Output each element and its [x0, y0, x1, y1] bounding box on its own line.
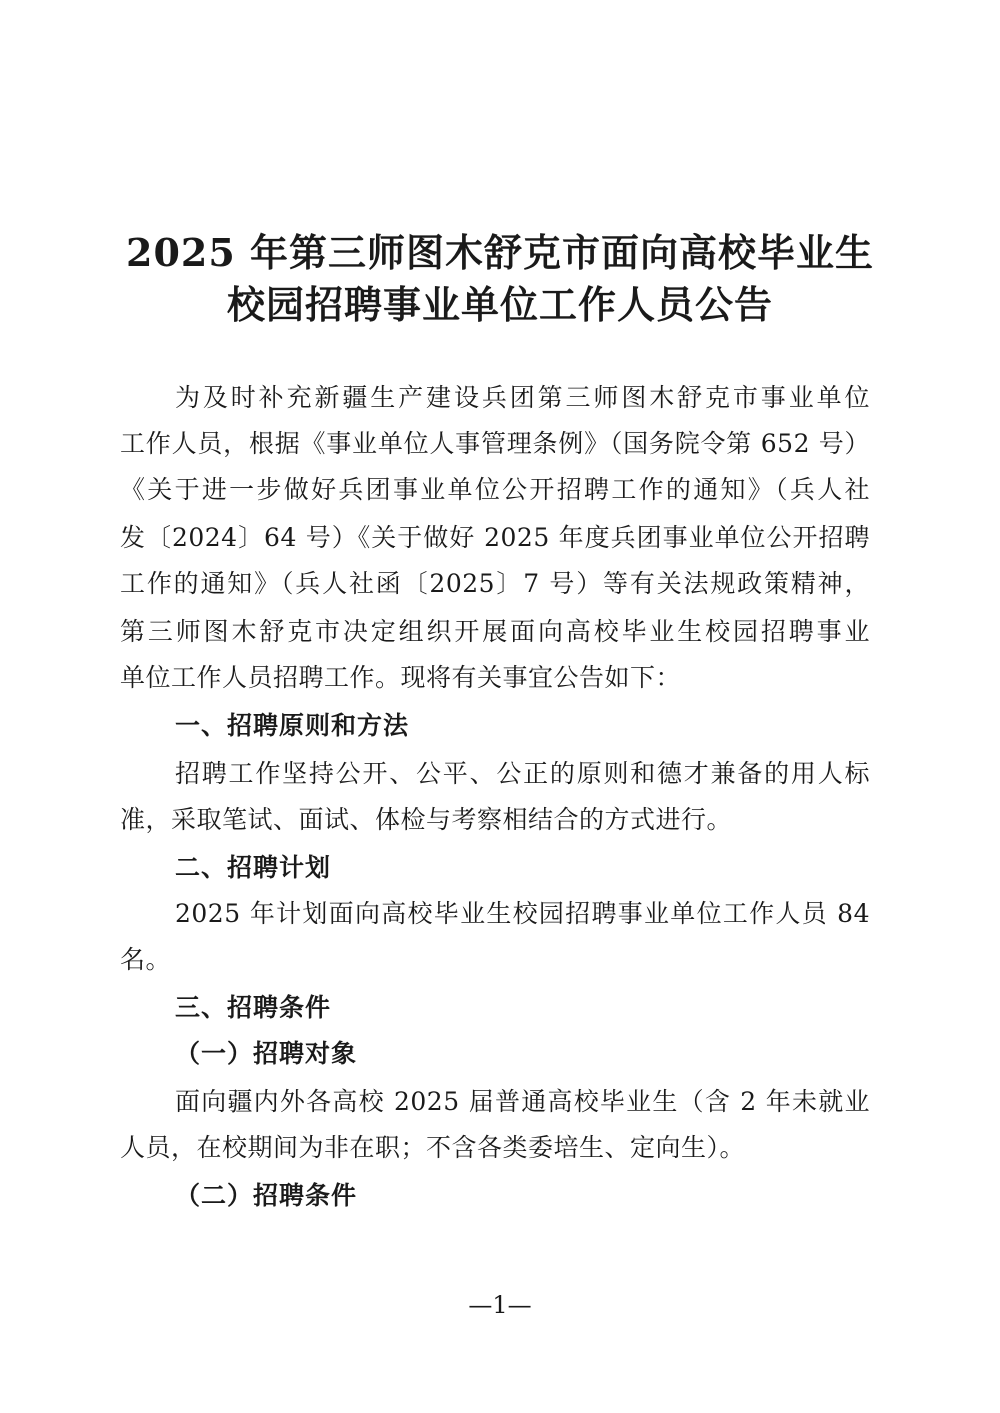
intro-line: 第三师图木舒克市决定组织开展面向高校毕业生校园招聘事业	[120, 617, 870, 646]
target-line: 面向疆内外各高校 2025 届普通高校毕业生（含 2 年未就业	[175, 1087, 870, 1116]
section-heading-conditions: 三、招聘条件	[175, 993, 332, 1022]
page-number: —1—	[468, 1291, 532, 1319]
section-heading-plan: 二、招聘计划	[175, 853, 332, 882]
document-title-line-1: 2025 年第三师图木舒克市面向高校毕业生	[126, 230, 874, 275]
target-line: 人员，在校期间为非在职；不含各类委培生、定向生）。	[120, 1133, 746, 1162]
intro-line: 单位工作人员招聘工作。现将有关事宜公告如下：	[120, 663, 682, 692]
section-heading-principles: 一、招聘原则和方法	[175, 711, 410, 740]
intro-line: 发〔2024〕64 号）《关于做好 2025 年度兵团事业单位公开招聘	[120, 523, 870, 552]
intro-line: 工作的通知》（兵人社函〔2025〕7 号）等有关法规政策精神，	[120, 569, 870, 598]
principles-line: 准，采取笔试、面试、体检与考察相结合的方式进行。	[120, 805, 733, 834]
intro-line: 《关于进一步做好兵团事业单位公开招聘工作的通知》（兵人社	[120, 475, 870, 504]
intro-line: 为及时补充新疆生产建设兵团第三师图木舒克市事业单位	[175, 383, 870, 412]
intro-line: 工作人员，根据《事业单位人事管理条例》（国务院令第 652 号）	[120, 429, 870, 458]
subsection-heading-conditions: （二）招聘条件	[175, 1181, 358, 1210]
document-title-line-2: 校园招聘事业单位工作人员公告	[226, 282, 773, 327]
subsection-heading-target: （一）招聘对象	[175, 1039, 358, 1068]
principles-line: 招聘工作坚持公开、公平、公正的原则和德才兼备的用人标	[175, 759, 870, 788]
plan-line: 2025 年计划面向高校毕业生校园招聘事业单位工作人员 84	[175, 899, 870, 928]
plan-line: 名。	[120, 945, 172, 974]
